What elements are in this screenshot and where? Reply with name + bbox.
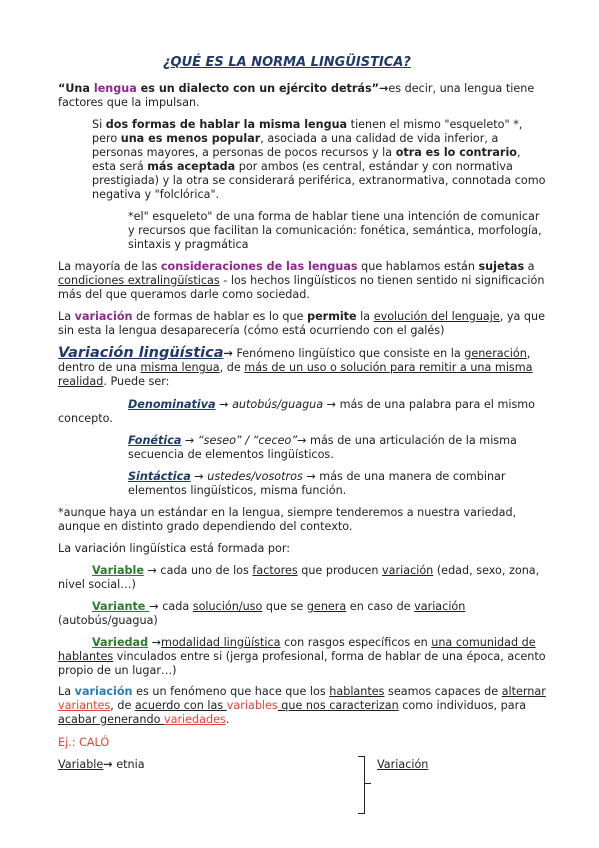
note-esqueleto: *el" esqueleto" de una forma de hablar tiene una intención de comunicar y recursos que facilitan la comunicación: fonética, semántica, morfología, sintaxis y pragmática [128,210,542,251]
paragraph-considerations: La mayoría de las consideraciones de las lenguas que hablamos están sujetas a condiciones extralingüísticas - los hechos lingüísticos no tienen sentido ni significación más del que queramos darle como sociedad. [58,260,545,301]
intro-text-2: factores que la impulsan. [58,96,200,109]
example-calo: Ej.: CALÓ [58,736,110,749]
bottom-right-variacion: Variación [377,758,429,771]
bracket [358,756,365,814]
def-variedad: Variedad →modalidad lingüística con rasgos específicos en una comunidad de hablantes vinculados entre si (jerga profesional, forma de hablar de una época, acento propio de un lugar…) [58,636,546,677]
bracket-tick [364,783,371,784]
paragraph-variacion-linguistica: Variación lingüística→ Fenómeno lingüístico que consiste en la generación, dentro de una misma lengua, de más de un uso o solución para remitir a una misma realidad. Puede ser: [58,345,533,388]
type-denominativa: Denominativa → autobús/guagua → más de una palabra para el mismo concepto. [58,398,536,425]
term-lengua: lengua [93,82,137,95]
paragraph-summary: La variación es un fenómeno que hace que los hablantes seamos capaces de alternar variantes, de acuerdo con las variables que nos caracterizan como individuos, para acabar generando variedades. [58,685,546,726]
quote-rest: es un dialecto con un ejército detrás” [136,82,379,95]
def-variante: Variante → cada solución/uso que se genera en caso de variación (autobús/guagua) [58,600,466,627]
arrow-icon: → [378,82,389,95]
quote-open: “Una [58,82,94,95]
paragraph-formada: La variación lingüística está formada por: [58,542,291,555]
page-title: ¿QUÉ ES LA NORMA LINGÜISTICA? [163,55,411,70]
paragraph-intro [58,82,558,110]
intro-text: es decir, una lengua tiene [388,82,535,95]
paragraph-variation: La variación de formas de hablar es lo que permite la evolución del lenguaje, ya que sin esta la lengua desaparecería (cómo está ocurriendo con el galés) [58,310,546,337]
paragraph-standard: *aunque haya un estándar en la lengua, siempre tenderemos a nuestra variedad, aunque en distinto grado dependiendo del contexto. [58,506,517,533]
heading-variacion: Variación lingüística [58,345,224,361]
paragraph-forms: Si dos formas de hablar la misma lengua tienen el mismo "esqueleto" *, pero una es menos popular, asociada a una calidad de vida inferior, a personas mayores, a personas de pocos recursos y la otra es lo contrario, esta será más aceptada por ambos (es central, estándar y con normativa prestigiada) y la otra se considerará periférica, extranormativa, connotada como negativa y "folclórica". [92,118,546,201]
def-variable: Variable → cada uno de los factores que producen variación (edad, sexo, zona, nivel social…) [58,564,540,591]
bottom-left-variable: Variable→ etnia [58,758,145,771]
type-fonetica: Fonética → “seseo” / “ceceo”→ más de una articulación de la misma secuencia de elementos lingüísticos. [128,434,517,461]
type-sintactica: Sintáctica → ustedes/vosotros → más de una manera de combinar elementos lingüísticos, misma función. [128,470,506,497]
